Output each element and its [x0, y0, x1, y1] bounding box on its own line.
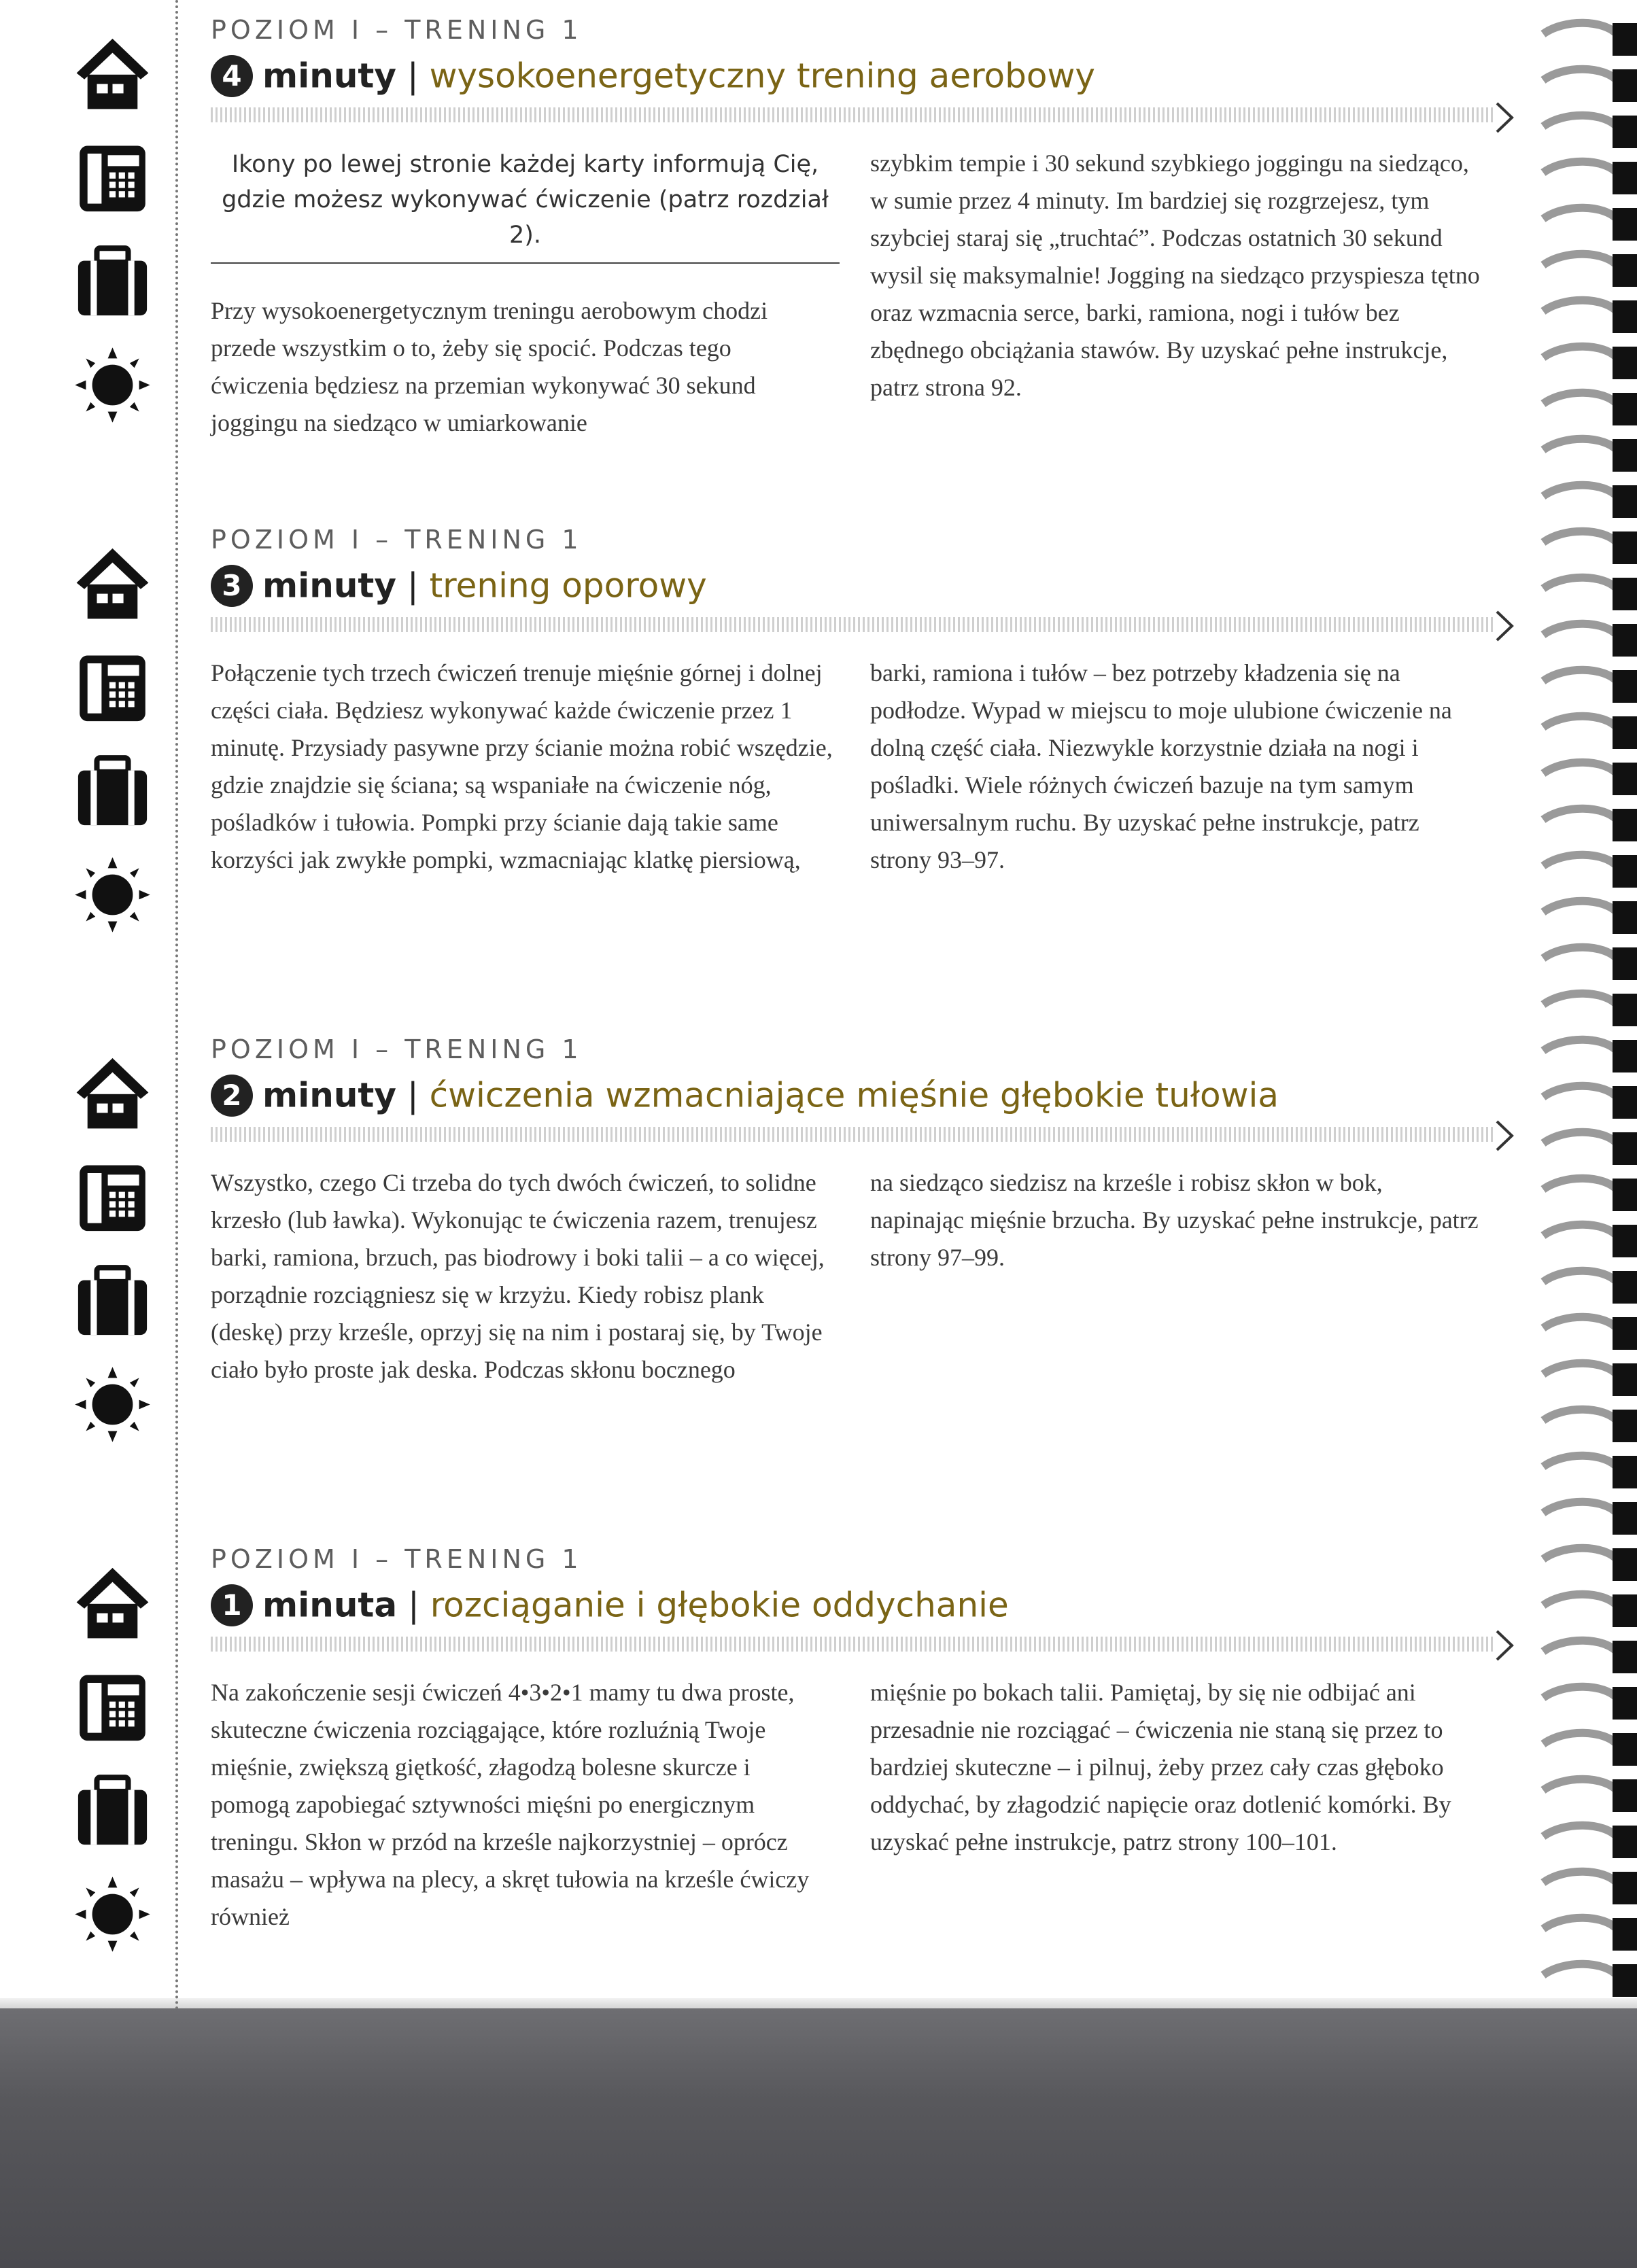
minutes-unit: minuty — [262, 565, 396, 606]
binding-hole — [1613, 1826, 1637, 1858]
section-topic: wysokoenergetyczny trening aerobowy — [429, 56, 1095, 96]
binding-hole — [1613, 901, 1637, 934]
binding-hole — [1613, 763, 1637, 795]
binding-hole — [1613, 162, 1637, 194]
left-column — [211, 1674, 833, 1936]
binding-hole — [1613, 485, 1637, 518]
hatched-rule — [211, 617, 1496, 632]
spiral-coil — [1543, 69, 1618, 82]
location-icons — [73, 1053, 152, 1469]
binding-hole — [1613, 393, 1637, 425]
sun-icon — [73, 1875, 152, 1953]
binding-hole — [1613, 1132, 1637, 1165]
left-paragraph: Wszystko, czego Ci trzeba do tych dwóch ćwiczeń, to solidne krzesło (lub ławka). Wykonując te ćwiczenia razem, trenujesz barki, ramiona, brzuch, pas biodrowy i boki talii – a co więcej, porządnie rozciągniesz się w krzyżu. Kiedy robisz plank (deskę) przy krześle, oprzyj się na nim i postaraj się, by Twoje ciało było proste jak deska. Podczas skłonu bocznego — [211, 1169, 825, 1383]
spiral-coil — [1543, 1502, 1618, 1514]
binding-hole — [1613, 578, 1637, 610]
spiral-coil — [1543, 1317, 1618, 1329]
spiral-coil — [1543, 1410, 1618, 1422]
suitcase-icon — [73, 1261, 152, 1340]
left-column — [211, 292, 833, 442]
binding-hole — [1613, 439, 1637, 472]
binding-hole — [1613, 624, 1637, 657]
binding-hole — [1613, 1086, 1637, 1119]
right-column — [870, 1164, 1482, 1276]
binding-hole — [1613, 300, 1637, 333]
spiral-coil — [1543, 901, 1618, 913]
binding-hole — [1613, 716, 1637, 749]
title-separator: | — [396, 565, 430, 606]
right-column — [870, 1674, 1482, 1861]
section-kicker: POZIOM I – TRENING 1 — [211, 1544, 583, 1574]
page-edge — [0, 1998, 1637, 2009]
office-building-icon — [73, 1667, 152, 1745]
scanner-background — [0, 2008, 1637, 2268]
binding-hole — [1613, 947, 1637, 980]
spiral-coil — [1543, 763, 1618, 775]
spiral-coil — [1543, 439, 1618, 451]
right-column — [870, 145, 1482, 406]
binding-hole — [1613, 1594, 1637, 1627]
binding-hole — [1613, 1225, 1637, 1257]
chevron-right-icon[interactable] — [1494, 1628, 1515, 1662]
spiral-coil — [1543, 393, 1618, 405]
spiral-coil — [1543, 1641, 1618, 1653]
spiral-coil — [1543, 1179, 1618, 1191]
spiral-coil — [1543, 1733, 1618, 1745]
spiral-coil — [1543, 670, 1618, 682]
binding-hole — [1613, 1964, 1637, 1997]
section-topic: rozciąganie i głębokie oddychanie — [430, 1585, 1009, 1625]
binding-hole — [1613, 254, 1637, 287]
left-paragraph: Na zakończenie sesji ćwiczeń 4•3•2•1 mamy tu dwa proste, skuteczne ćwiczenia rozciągające, które rozluźnią Twoje mięśnie, zwiększą giętkość, złagodzą bolesne skurcze i pomogą zapobiegać sztywności mięśni po energicznym treningu. Skłon w przód na krześle najkorzystniej – oprócz masażu – wpływa na plecy, a skręt tułowia na krześle ćwiczy również — [211, 1679, 810, 1930]
binding-hole — [1613, 1641, 1637, 1673]
section-title — [211, 1072, 1279, 1117]
right-paragraph: barki, ramiona i tułów – bez potrzeby kładzenia się na podłodze. Wypad w miejscu to moje ulubione ćwiczenie na dolną część ciała. Niezwykle korzystnie działa na nogi i pośladki. Wiele różnych ćwiczeń bazuje na tym samym uniwersalnym ruchu. By uzyskać pełne instrukcje, patrz strony 93–97. — [870, 659, 1452, 873]
binding-hole — [1613, 1502, 1637, 1535]
spiral-coil — [1543, 1456, 1618, 1468]
spiral-coil — [1543, 1086, 1618, 1098]
title-separator: | — [396, 56, 430, 96]
spiral-binding — [1536, 0, 1637, 2012]
section-title — [211, 563, 707, 607]
house-icon — [73, 34, 152, 112]
left-paragraph: Przy wysokoenergetycznym treningu aerobowym chodzi przede wszystkim o to, żeby się spocić. Podczas tego ćwiczenia będziesz na przemian wykonywać 30 sekund joggingu na siedząco w umiarkowanie — [211, 297, 768, 436]
dotted-margin-rule — [175, 0, 178, 2012]
house-icon — [73, 544, 152, 622]
hatched-rule — [211, 1127, 1496, 1142]
suitcase-icon — [73, 242, 152, 320]
spiral-coil — [1543, 531, 1618, 544]
section-kicker: POZIOM I – TRENING 1 — [211, 1034, 583, 1064]
spiral-coil — [1543, 1779, 1618, 1792]
binding-hole — [1613, 1779, 1637, 1812]
location-icons — [73, 34, 152, 450]
right-paragraph: mięśnie po bokach talii. Pamiętaj, by się nie odbijać ani przesadnie nie rozciągać – ćwiczenia nie staną się przez to bardziej skuteczne – i pilnuj, żeby przez cały czas głęboko oddychać, by złagodzić napięcie oraz dotlenić komórki. By uzyskać pełne instrukcje, patrz strony 100–101. — [870, 1679, 1451, 1855]
spiral-coil — [1543, 855, 1618, 867]
minutes-badge: 4 — [211, 55, 253, 97]
minutes-badge: 3 — [211, 565, 253, 607]
binding-hole — [1613, 208, 1637, 241]
spiral-coil — [1543, 1872, 1618, 1884]
spiral-coil — [1543, 624, 1618, 636]
section-title — [211, 1582, 1009, 1626]
location-icons — [73, 1563, 152, 1979]
spiral-coil — [1543, 254, 1618, 266]
spiral-coil — [1543, 1918, 1618, 1930]
spiral-coil — [1543, 300, 1618, 313]
intro-note: Ikony po lewej stronie każdej karty informują Cię, gdzie możesz wykonywać ćwiczenie (patrz rozdział 2). — [222, 151, 829, 249]
title-separator: | — [396, 1075, 430, 1115]
binding-hole — [1613, 1271, 1637, 1304]
spiral-coil — [1543, 1594, 1618, 1607]
spiral-coil — [1543, 716, 1618, 729]
spiral-coil — [1543, 208, 1618, 220]
binding-hole — [1613, 23, 1637, 56]
binding-hole — [1613, 69, 1637, 102]
spiral-coil — [1543, 994, 1618, 1006]
section-kicker: POZIOM I – TRENING 1 — [211, 15, 583, 45]
binding-hole — [1613, 1687, 1637, 1720]
binding-hole — [1613, 1918, 1637, 1951]
section-topic: ćwiczenia wzmacniające mięśnie głębokie tułowia — [429, 1075, 1279, 1115]
spiral-coil — [1543, 809, 1618, 821]
sun-icon — [73, 856, 152, 934]
binding-hole — [1613, 1363, 1637, 1396]
chevron-right-icon[interactable] — [1494, 101, 1515, 135]
binding-hole — [1613, 1410, 1637, 1442]
spiral-coil — [1543, 485, 1618, 498]
intro-divider — [211, 262, 840, 264]
spiral-coil — [1543, 1271, 1618, 1283]
right-paragraph: szybkim tempie i 30 sekund szybkiego joggingu na siedząco, w sumie przez 4 minuty. Im bardziej się rozgrzejesz, tym szybciej staraj się „truchtać”. Podczas ostatnich 30 sekund wysil się maksymalnie! Jogging na siedząco przyspiesza tętno oraz wzmacnia serce, barki, ramiona, nogi i tułów bez zbędnego obciążania stawów. By uzyskać pełne instrukcje, patrz strona 92. — [870, 150, 1480, 401]
binding-hole — [1613, 1040, 1637, 1072]
left-paragraph: Połączenie tych trzech ćwiczeń trenuje mięśnie górnej i dolnej części ciała. Będziesz wykonywać każde ćwiczenie przez 1 minutę. Przysiady pasywne przy ścianie można robić wszędzie, gdzie znajdzie się ściana; są wspaniałe na ćwiczenie nóg, pośladków i tułowia. Pompki przy ścianie dają takie same korzyści jak zwykłe pompki, wzmacniając klatkę piersiową, — [211, 659, 833, 873]
spiral-coil — [1543, 1040, 1618, 1052]
office-building-icon — [73, 648, 152, 726]
spiral-coil — [1543, 578, 1618, 590]
spiral-coil — [1543, 947, 1618, 960]
spiral-coil — [1543, 23, 1618, 35]
sun-icon — [73, 346, 152, 424]
section-topic: trening oporowy — [429, 565, 707, 606]
minutes-unit: minuty — [262, 1075, 396, 1115]
minutes-badge: 2 — [211, 1075, 253, 1117]
binding-hole — [1613, 1872, 1637, 1904]
spiral-coil — [1543, 1225, 1618, 1237]
suitcase-icon — [73, 1771, 152, 1849]
house-icon — [73, 1563, 152, 1641]
hatched-rule — [211, 1637, 1496, 1652]
spiral-coil — [1543, 116, 1618, 128]
spiral-coil — [1543, 347, 1618, 359]
right-paragraph: na siedząco siedzisz na krześle i robisz skłon w bok, napinając mięśnie brzucha. By uzyskać pełne instrukcje, patrz strony 97–99. — [870, 1169, 1479, 1271]
section-title — [211, 53, 1095, 97]
binding-hole — [1613, 994, 1637, 1026]
location-icons — [73, 544, 152, 960]
spiral-coil — [1543, 1548, 1618, 1560]
left-column — [211, 1164, 833, 1389]
binding-hole — [1613, 1548, 1637, 1581]
left-column — [211, 655, 833, 879]
sun-icon — [73, 1365, 152, 1444]
minutes-unit: minuty — [262, 56, 396, 96]
binding-hole — [1613, 1179, 1637, 1211]
office-building-icon — [73, 138, 152, 216]
binding-hole — [1613, 1317, 1637, 1350]
binding-hole — [1613, 1456, 1637, 1488]
minutes-badge: 1 — [211, 1584, 253, 1626]
binding-hole — [1613, 855, 1637, 888]
spiral-coil — [1543, 1964, 1618, 1976]
chevron-right-icon[interactable] — [1494, 609, 1515, 643]
hatched-rule — [211, 107, 1496, 122]
binding-hole — [1613, 670, 1637, 703]
spiral-coil — [1543, 1826, 1618, 1838]
spiral-coil — [1543, 162, 1618, 174]
suitcase-icon — [73, 752, 152, 830]
section-kicker: POZIOM I – TRENING 1 — [211, 525, 583, 555]
binding-hole — [1613, 531, 1637, 564]
binding-hole — [1613, 809, 1637, 841]
binding-hole — [1613, 347, 1637, 379]
minutes-unit: minuta — [262, 1585, 398, 1625]
title-separator: | — [397, 1585, 430, 1625]
office-building-icon — [73, 1157, 152, 1236]
chevron-right-icon[interactable] — [1494, 1119, 1515, 1153]
house-icon — [73, 1053, 152, 1132]
spiral-coil — [1543, 1132, 1618, 1145]
binding-hole — [1613, 116, 1637, 148]
right-column — [870, 655, 1482, 879]
binding-hole — [1613, 1733, 1637, 1766]
spiral-coil — [1543, 1363, 1618, 1376]
spiral-coil — [1543, 1687, 1618, 1699]
